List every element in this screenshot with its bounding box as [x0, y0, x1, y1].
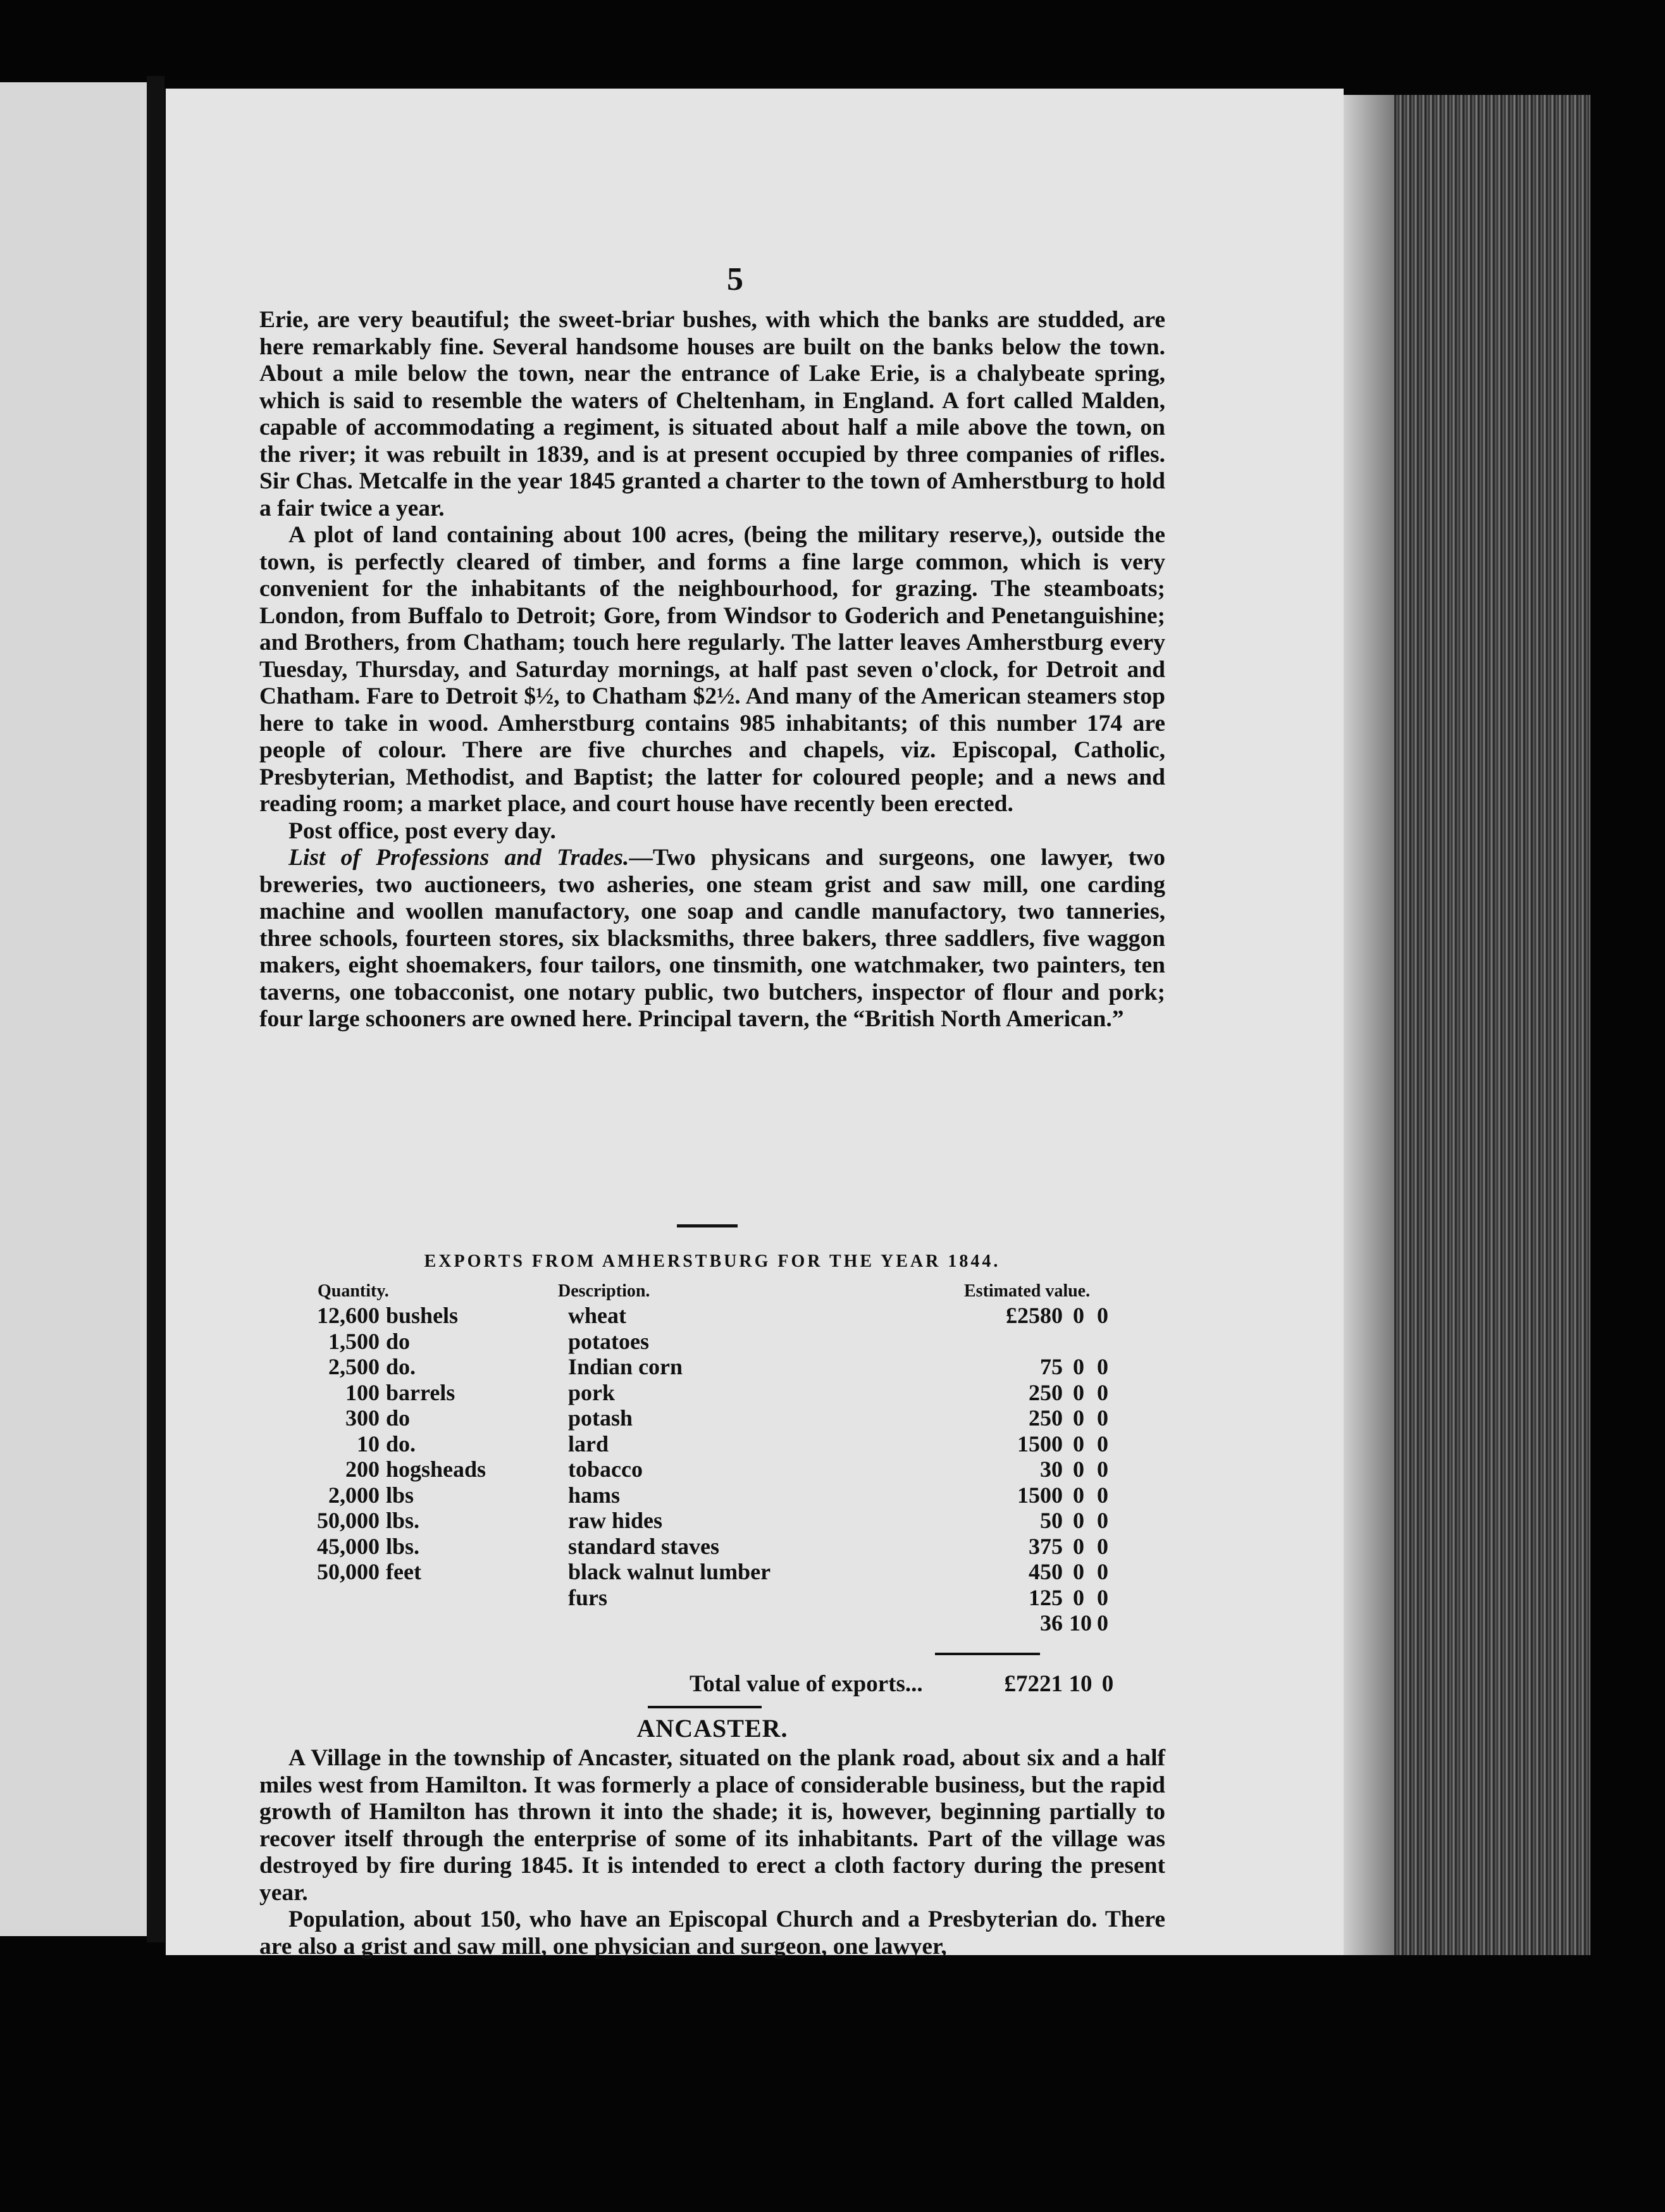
pence-cell: 0: [1097, 1405, 1108, 1431]
pence-cell: 0: [1097, 1431, 1108, 1457]
pence-cell: 0: [1097, 1379, 1108, 1405]
description-header: Description.: [558, 1281, 650, 1301]
shillings-cell: 0: [1073, 1354, 1084, 1379]
value-cell: 250: [1029, 1405, 1063, 1431]
shillings-cell: 0: [1073, 1559, 1084, 1584]
exports-table-title: EXPORTS FROM AMHERSTBURG FOR THE YEAR 1844.: [424, 1252, 1001, 1271]
shillings-cell: 0: [1073, 1482, 1084, 1508]
pence-cell: 0: [1097, 1457, 1108, 1482]
quantity-cell: 12,600: [317, 1303, 380, 1328]
pence-cell: 0: [1097, 1482, 1108, 1508]
book-gutter: [147, 76, 164, 1942]
description-cell: potatoes: [568, 1328, 649, 1354]
shillings-cell: 0: [1073, 1457, 1084, 1482]
unit-cell: do.: [386, 1431, 416, 1457]
professions-paragraph: [259, 845, 1165, 1033]
value-cell: 450: [1029, 1559, 1063, 1584]
unit-cell: barrels: [386, 1379, 455, 1405]
total-label: Total value of exports...: [690, 1671, 923, 1697]
paragraph: Post office, post every day.: [288, 817, 556, 844]
table-row: [259, 1379, 1165, 1405]
page-number: 5: [727, 261, 743, 297]
description-cell: raw hides: [568, 1508, 663, 1533]
paragraph: Erie, are very beautiful; the sweet-briar bushes, with which the banks are studded, are here remarkably fine. Several handsome houses are built on the banks below the town. About a mile below the town, near the entrance of Lake Erie, is a chalybeate spring, which is said to resemble the waters of Cheltenham, in England. A fort called Malden, capable of accommodating a regiment, is situated about half a mile above the town, on the river; it was rebuilt in 1839, and is at present occupied by three companies of rifles. Sir Chas. Metcalfe in the year 1845 granted a charter to the town of Amherstburg to hold a fair twice a year.: [259, 307, 1165, 521]
quantity-cell: 2,000: [328, 1482, 380, 1508]
quantity-cell: 100: [345, 1379, 380, 1405]
quantity-cell: 50,000: [317, 1559, 380, 1584]
value-cell: 75: [1040, 1354, 1063, 1379]
total-pence: 0: [1101, 1671, 1114, 1697]
table-row: [259, 1533, 1165, 1559]
quantity-cell: 200: [345, 1457, 380, 1482]
unit-cell: bushels: [386, 1303, 459, 1328]
table-row: [259, 1584, 1165, 1610]
quantity-cell: 10: [357, 1431, 380, 1457]
description-cell: standard staves: [568, 1533, 720, 1559]
paragraph: A plot of land containing about 100 acres, (being the military reserve,), outside the town, is perfectly cleared of timber, and forms a fine large common, which is very convenient for the inhabitants of the neighbourhood, for grazing. The steamboats; London, from Buffalo to Detroit; Gore, from Windsor to Goderich and Penetanguishine; and Brothers, from Chatham; touch here regularly. The latter leaves Amherstburg every Tuesday, Thursday, and Saturday mornings, at half past seven o'clock, for Detroit and Chatham. Fare to Detroit $½, to Chatham $2½. And many of the American steamers stop here to take in wood. Amherstburg contains 985 inhabitants; of this number 174 are people of colour. There are five churches and chapels, viz. Episcopal, Catholic, Presbyterian, Methodist, and Baptist; the latter for coloured people; and a news and reading room; a market place, and court house have recently been erected.: [259, 522, 1165, 817]
shillings-cell: 0: [1073, 1431, 1084, 1457]
value-cell: 1500: [1017, 1482, 1063, 1508]
paragraph: A Village in the township of Ancaster, situated on the plank road, about six and a half miles west from Hamilton. It was formerly a place of considerable business, but the rapid growth of Hamilton has thrown it into the shade; it is, however, beginning partially to recover itself through the enterprise of some of its inhabitants. Part of the village was destroyed by fire during 1845. It is intended to erect a cloth factory during the present year.: [259, 1745, 1165, 1906]
description-cell: black walnut lumber: [568, 1559, 771, 1584]
left-page-margin: [0, 82, 147, 1936]
unit-cell: do.: [386, 1354, 416, 1379]
ancaster-text: [259, 1745, 1165, 1960]
unit-cell: lbs.: [386, 1508, 420, 1533]
pence-cell: 0: [1097, 1508, 1108, 1533]
pence-cell: 0: [1097, 1354, 1108, 1379]
unit-cell: do: [386, 1328, 411, 1354]
value-cell: 125: [1029, 1584, 1063, 1610]
shillings-cell: 0: [1073, 1405, 1084, 1431]
value-cell: 1500: [1017, 1431, 1063, 1457]
value-cell: 50: [1040, 1508, 1063, 1533]
pence-cell: 0: [1097, 1610, 1108, 1636]
table-row: [259, 1558, 1165, 1584]
pence-cell: 0: [1097, 1584, 1108, 1610]
quantity-header: Quantity.: [318, 1281, 389, 1301]
exports-table: [259, 1302, 1165, 1636]
description-cell: tobacco: [568, 1457, 643, 1482]
total-value: £7221: [1004, 1671, 1063, 1697]
professions-text: —Two physicans and surgeons, one lawyer, two breweries, two auctioneers, two asheries, one steam grist and saw mill, one carding machine and woollen manufactory, one soap and candle manufactory, two tanneries, three schools, fourteen stores, six blacksmiths, three bakers, three saddlers, five waggon makers, eight shoemakers, four tailors, one tinsmith, one watchmaker, two painters, ten taverns, one tobacconist, one notary public, two butchers, inspector of flour and pork; four large schooners are owned here. Principal tavern, the “British North American.”: [259, 845, 1165, 1032]
total-rule: [935, 1653, 1040, 1655]
shillings-cell: 10: [1069, 1610, 1092, 1636]
shillings-cell: 0: [1073, 1533, 1084, 1559]
ancaster-heading: ANCASTER.: [636, 1714, 788, 1743]
table-row: [259, 1431, 1165, 1457]
quantity-cell: 2,500: [328, 1354, 380, 1379]
value-cell: 30: [1040, 1457, 1063, 1482]
quantity-cell: 300: [345, 1405, 380, 1431]
quantity-cell: 50,000: [317, 1508, 380, 1533]
unit-cell: do: [386, 1405, 411, 1431]
description-cell: furs: [568, 1584, 607, 1610]
description-cell: potash: [568, 1405, 633, 1431]
value-cell: 36: [1040, 1610, 1063, 1636]
shillings-cell: 0: [1073, 1303, 1084, 1328]
section-rule: [648, 1706, 762, 1708]
table-row: [259, 1610, 1165, 1636]
pence-cell: 0: [1097, 1559, 1108, 1584]
unit-cell: feet: [386, 1559, 421, 1584]
description-cell: Indian corn: [568, 1354, 683, 1379]
value-cell: 375: [1029, 1533, 1063, 1559]
pence-cell: 0: [1097, 1533, 1108, 1559]
shillings-cell: 0: [1073, 1584, 1084, 1610]
pence-cell: 0: [1097, 1303, 1108, 1328]
total-shillings: 10: [1068, 1671, 1092, 1697]
description-cell: lard: [568, 1431, 609, 1457]
unit-cell: lbs.: [386, 1533, 420, 1559]
description-cell: pork: [568, 1379, 616, 1405]
quantity-cell: 45,000: [317, 1533, 380, 1559]
value-header: Estimated value.: [964, 1281, 1091, 1301]
table-row: [259, 1328, 1165, 1354]
paragraph: Population, about 150, who have an Episcopal Church and a Presbyterian do. There are also a grist and saw mill, one physician and surgeon, one lawyer,: [259, 1906, 1165, 1960]
page-edge-shade: [1344, 95, 1394, 1955]
total-row: [259, 1670, 1165, 1698]
table-row: [259, 1456, 1165, 1482]
book-page: [166, 89, 1344, 1960]
description-cell: wheat: [568, 1303, 626, 1328]
shillings-cell: 0: [1073, 1508, 1084, 1533]
table-row: [259, 1353, 1165, 1379]
unit-cell: hogsheads: [386, 1457, 486, 1482]
table-row: [259, 1482, 1165, 1508]
value-cell: £2580: [1006, 1303, 1063, 1328]
table-row: [259, 1302, 1165, 1328]
table-row: [259, 1405, 1165, 1431]
quantity-cell: 1,500: [328, 1328, 380, 1354]
amherstburg-text: [259, 307, 1165, 1033]
table-row: [259, 1507, 1165, 1533]
value-cell: 250: [1029, 1379, 1063, 1405]
description-cell: hams: [568, 1482, 621, 1508]
divider-rule: [677, 1224, 738, 1227]
professions-label: List of Professions and Trades.: [288, 845, 629, 871]
shillings-cell: 0: [1073, 1379, 1084, 1405]
unit-cell: lbs: [386, 1482, 414, 1508]
